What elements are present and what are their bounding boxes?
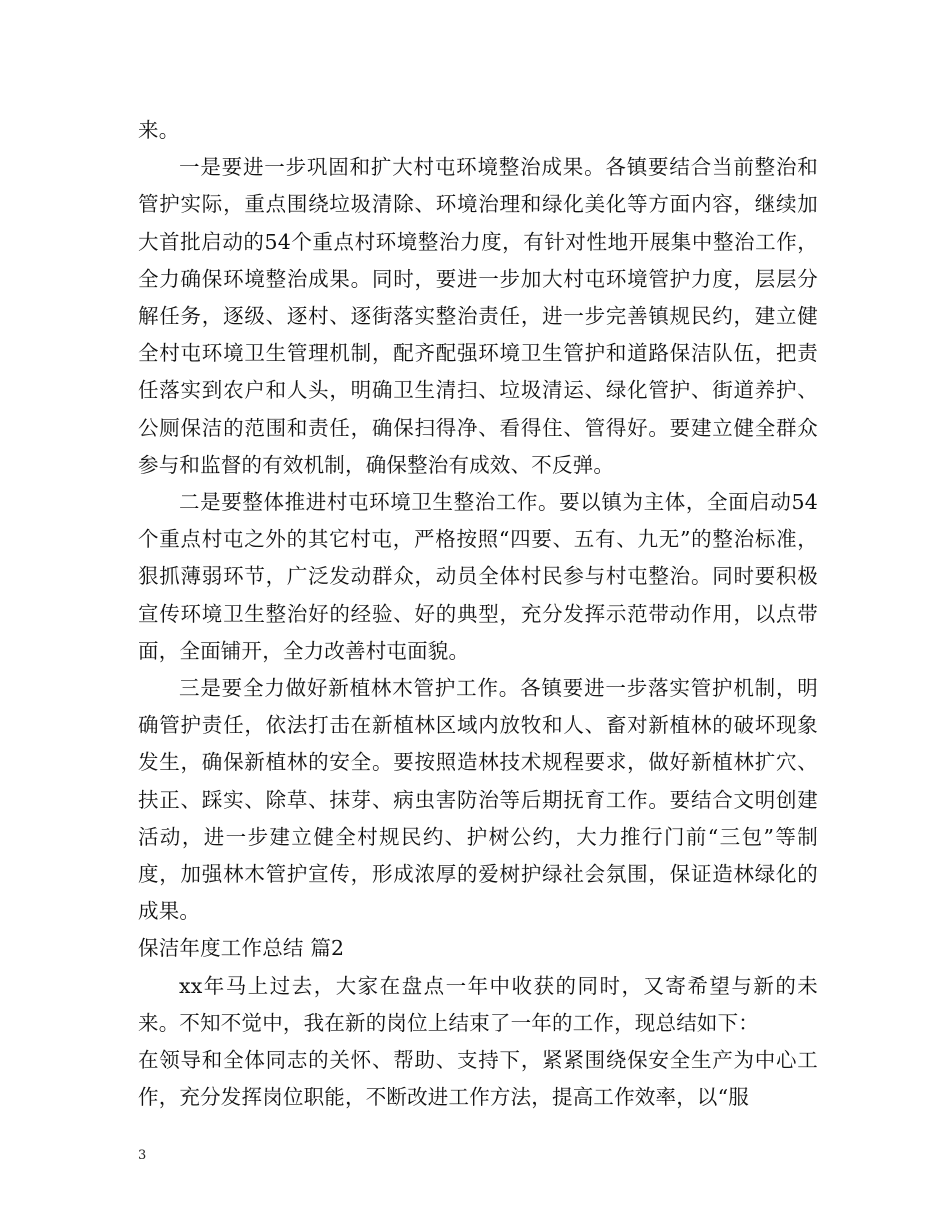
section-heading: 保洁年度工作总结 篇2 [138, 936, 345, 961]
paragraph-continuation: 来。 [138, 118, 180, 142]
paragraph-forest-protection: 三是要全力做好新植林木管护工作。各镇要进一步落实管护机制，明确管护责任，依法打击在新植林区域内放牧和人、畜对新植林的破坏现象发生，确保新植林的安全。要按照造林技术规程要求，做好新植林扩穴、扶正、踩实、除草、抹芽、病虫害防治等后期抚育工作。要结合文明创建活动，进一步建立健全村规民约、护树公约，大力推行门前“三包”等制度，加强林木管护宣传，形成浓厚的爱树护绿社会氛围，保证造林绿化的成果。 [138, 676, 818, 924]
page-body [138, 112, 818, 1116]
paragraph-year-summary-body: 在领导和全体同志的关怀、帮助、支持下，紧紧围绕保安全生产为中心工作，充分发挥岗位职能，不断改进工作方法，提高工作效率，以“服 [138, 1048, 818, 1110]
page-number: 3 [138, 1148, 147, 1163]
paragraph-year-summary-intro: xx年马上过去，大家在盘点一年中收获的同时，又寄希望与新的未来。不知不觉中，我在新的岗位上结束了一年的工作，现总结如下： [138, 973, 818, 1035]
paragraph-village-environment: 一是要进一步巩固和扩大村屯环境整治成果。各镇要结合当前整治和管护实际，重点围绕垃圾清除、环境治理和绿化美化等方面内容，继续加大首批启动的54个重点村环境整治力度，有针对性地开展集中整治工作，全力确保环境整治成果。同时，要进一步加大村屯环境管护力度，层层分解任务，逐级、逐村、逐街落实整治责任，进一步完善镇规民约，建立健全村屯环境卫生管理机制，配齐配强环境卫生管护和道路保洁队伍，把责任落实到农户和人头，明确卫生清扫、垃圾清运、绿化管护、街道养护、公厕保洁的范围和责任，确保扫得净、看得住、管得好。要建立健全群众参与和监督的有效机制，确保整治有成效、不反弹。 [138, 155, 818, 477]
paragraph-sanitation-campaign: 二是要整体推进村屯环境卫生整治工作。要以镇为主体，全面启动54个重点村屯之外的其它村屯，严格按照“四要、五有、九无”的整治标准，狠抓薄弱环节，广泛发动群众，动员全体村民参与村屯整治。同时要积极宣传环境卫生整治好的经验、好的典型，充分发挥示范带动作用，以点带面，全面铺开，全力改善村屯面貌。 [138, 490, 818, 663]
